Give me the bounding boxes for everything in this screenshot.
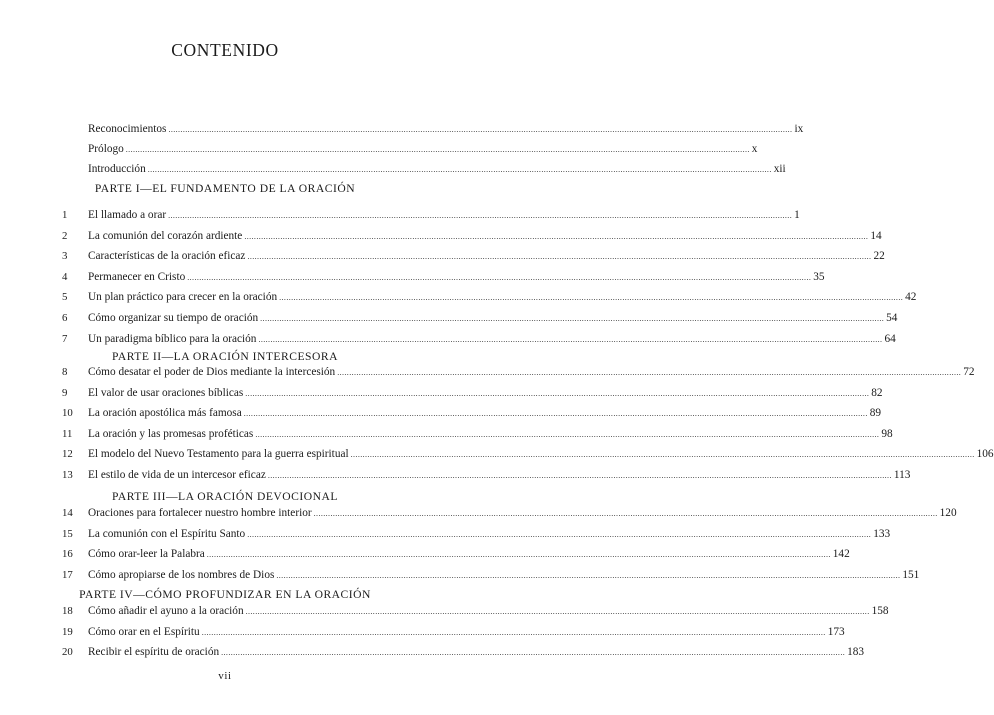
- entry-title: El estilo de vida de un intercesor eficaz: [88, 469, 266, 481]
- chapter-number: 9: [62, 387, 68, 399]
- page-number: 120: [939, 507, 957, 519]
- dot-leader: ....................................................................................................................................................................................................................................................................: [168, 211, 793, 220]
- page-title: CONTENIDO: [171, 40, 279, 60]
- dot-leader: ....................................................................................................................................................................................................................................................................: [260, 314, 885, 323]
- page-number: 22: [873, 250, 885, 262]
- dot-leader: ....................................................................................................................................................................................................................................................................: [255, 430, 880, 439]
- entry-title: La oración apostólica más famosa: [88, 407, 242, 419]
- chapter-number: 7: [62, 333, 68, 345]
- dot-leader: ....................................................................................................................................................................................................................................................................: [267, 471, 892, 480]
- entry-title: Un plan práctico para crecer en la oración: [88, 291, 278, 303]
- chapter-entry[interactable]: [62, 404, 882, 422]
- part-heading: PARTE IV—CÓMO PROFUNDIZAR EN LA ORACIÓN: [79, 588, 371, 601]
- chapter-entry[interactable]: [62, 206, 800, 224]
- front-matter-entry[interactable]: [88, 120, 804, 138]
- dot-leader: ....................................................................................................................................................................................................................................................................: [258, 335, 883, 344]
- page-number: 42: [905, 291, 917, 303]
- chapter-number: 10: [62, 407, 73, 419]
- entry-title: Oraciones para fortalecer nuestro hombre interior: [88, 507, 312, 519]
- chapter-entry[interactable]: [62, 525, 891, 543]
- page-number: 1: [794, 209, 800, 221]
- entry-title: Cómo añadir el ayuno a la oración: [88, 605, 244, 617]
- dot-leader: ....................................................................................................................................................................................................................................................................: [337, 368, 962, 377]
- chapter-number: 16: [62, 548, 73, 560]
- chapter-entry[interactable]: [62, 425, 893, 443]
- dot-leader: ....................................................................................................................................................................................................................................................................: [276, 571, 901, 580]
- chapter-number: 17: [62, 569, 73, 581]
- dot-leader: ....................................................................................................................................................................................................................................................................: [221, 648, 846, 657]
- page-number: 173: [827, 626, 845, 638]
- chapter-entry[interactable]: [62, 504, 957, 522]
- page-number: 64: [884, 333, 896, 345]
- entry-title: Cómo desatar el poder de Dios mediante la intercesión: [88, 366, 336, 378]
- entry-title: El llamado a orar: [88, 209, 167, 221]
- entry-title: La comunión del corazón ardiente: [88, 230, 243, 242]
- chapter-entry[interactable]: [62, 363, 975, 381]
- dot-leader: ....................................................................................................................................................................................................................................................................: [147, 165, 772, 174]
- chapter-entry[interactable]: [62, 288, 917, 306]
- chapter-number: 18: [62, 605, 73, 617]
- entry-title: El modelo del Nuevo Testamento para la guerra espiritual: [88, 448, 349, 460]
- chapter-number: 14: [62, 507, 73, 519]
- chapter-number: 19: [62, 626, 73, 638]
- chapter-entry[interactable]: [62, 227, 882, 245]
- entry-title: Características de la oración eficaz: [88, 250, 246, 262]
- chapter-entry[interactable]: [62, 384, 883, 402]
- chapter-entry[interactable]: [62, 602, 889, 620]
- entry-title: Prólogo: [88, 143, 124, 155]
- chapter-entry[interactable]: [62, 566, 920, 584]
- entry-title: Reconocimientos: [88, 123, 167, 135]
- chapter-number: 1: [62, 209, 68, 221]
- dot-leader: ....................................................................................................................................................................................................................................................................: [350, 450, 975, 459]
- front-matter-entry[interactable]: [88, 140, 758, 158]
- dot-leader: ....................................................................................................................................................................................................................................................................: [243, 409, 868, 418]
- entry-title: Un paradigma bíblico para la oración: [88, 333, 257, 345]
- chapter-number: 13: [62, 469, 73, 481]
- dot-leader: ....................................................................................................................................................................................................................................................................: [125, 145, 750, 154]
- page-number: 183: [847, 646, 865, 658]
- chapter-number: 6: [62, 312, 68, 324]
- page-number: 14: [870, 230, 882, 242]
- page-number: 89: [869, 407, 882, 419]
- page-number: 72: [963, 366, 975, 378]
- chapter-entry[interactable]: [62, 643, 865, 661]
- page-number: ix: [794, 123, 804, 135]
- chapter-entry[interactable]: [62, 445, 994, 463]
- part-heading: PARTE I—EL FUNDAMENTO DE LA ORACIÓN: [94, 182, 356, 195]
- chapter-entry[interactable]: [62, 545, 850, 563]
- page-number: 98: [881, 428, 893, 440]
- chapter-number: 5: [62, 291, 68, 303]
- dot-leader: ....................................................................................................................................................................................................................................................................: [206, 550, 831, 559]
- page-number: 82: [871, 387, 883, 399]
- entry-title: Cómo orar en el Espíritu: [88, 626, 200, 638]
- chapter-number: 3: [62, 250, 68, 262]
- chapter-entry[interactable]: [62, 623, 845, 641]
- page-number: 151: [902, 569, 920, 581]
- page-number: 35: [813, 271, 825, 283]
- entry-title: Cómo apropiarse de los nombres de Dios: [88, 569, 275, 581]
- dot-leader: ....................................................................................................................................................................................................................................................................: [313, 509, 938, 518]
- page-number: 106: [976, 448, 994, 460]
- page-folio: vii: [218, 670, 232, 682]
- entry-title: Cómo orar-leer la Palabra: [88, 548, 205, 560]
- chapter-number: 12: [62, 448, 73, 460]
- entry-title: Recibir el espíritu de oración: [88, 646, 220, 658]
- part-heading: PARTE III—LA ORACIÓN DEVOCIONAL: [112, 490, 338, 503]
- chapter-number: 4: [62, 271, 68, 283]
- page-number: xii: [773, 163, 786, 175]
- chapter-entry[interactable]: [62, 466, 911, 484]
- page-number: 142: [832, 548, 850, 560]
- entry-title: Cómo organizar su tiempo de oración: [88, 312, 259, 324]
- chapter-entry[interactable]: [62, 247, 885, 265]
- entry-title: Permanecer en Cristo: [88, 271, 186, 283]
- dot-leader: ....................................................................................................................................................................................................................................................................: [187, 273, 812, 282]
- chapter-number: 15: [62, 528, 73, 540]
- dot-leader: ....................................................................................................................................................................................................................................................................: [245, 607, 870, 616]
- chapter-number: 2: [62, 230, 68, 242]
- chapter-number: 20: [62, 646, 73, 658]
- dot-leader: ....................................................................................................................................................................................................................................................................: [247, 530, 872, 539]
- page-number: 133: [873, 528, 891, 540]
- chapter-entry[interactable]: [62, 309, 898, 327]
- chapter-entry[interactable]: [62, 268, 825, 286]
- entry-title: La oración y las promesas proféticas: [88, 428, 254, 440]
- chapter-number: 11: [62, 428, 73, 440]
- entry-title: La comunión con el Espíritu Santo: [88, 528, 246, 540]
- chapter-entry[interactable]: [62, 330, 896, 348]
- page-number: 54: [886, 312, 898, 324]
- dot-leader: ....................................................................................................................................................................................................................................................................: [245, 389, 870, 398]
- dot-leader: ....................................................................................................................................................................................................................................................................: [247, 252, 872, 261]
- page-number: 113: [893, 469, 911, 481]
- front-matter-entry[interactable]: [88, 160, 786, 178]
- entry-title: El valor de usar oraciones bíblicas: [88, 387, 244, 399]
- chapter-number: 8: [62, 366, 68, 378]
- dot-leader: ....................................................................................................................................................................................................................................................................: [201, 628, 826, 637]
- entry-title: Introducción: [88, 163, 146, 175]
- dot-leader: ....................................................................................................................................................................................................................................................................: [168, 125, 793, 134]
- dot-leader: ....................................................................................................................................................................................................................................................................: [244, 232, 869, 241]
- dot-leader: ....................................................................................................................................................................................................................................................................: [279, 293, 904, 302]
- page-number: 158: [871, 605, 889, 617]
- page-number: x: [751, 143, 758, 155]
- part-heading: PARTE II—LA ORACIÓN INTERCESORA: [112, 350, 338, 363]
